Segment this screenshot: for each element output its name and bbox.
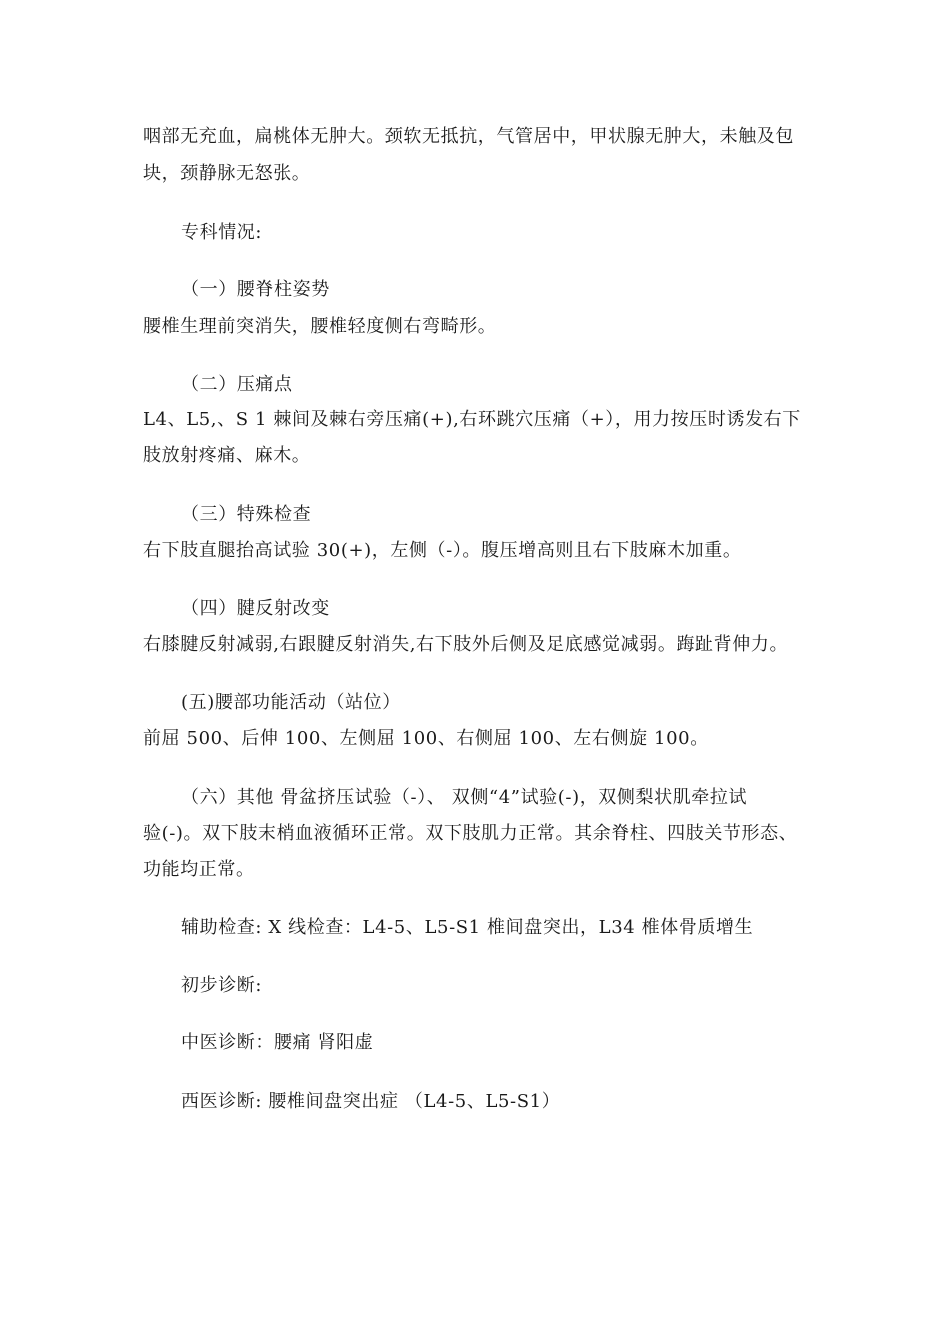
- tcm-diagnosis-line: 中医诊断：腰痛 肾阳虚: [181, 1032, 374, 1053]
- western-diagnosis-line: 西医诊断: 腰椎间盘突出症 （L4-5、L5-S1）: [181, 1091, 561, 1112]
- subsection-heading: （六）其他 骨盆挤压试验（-）、 双侧“4”试验(-)，双侧梨状肌牵拉试: [181, 787, 748, 808]
- body-text-line: 前屈 500、后伸 100、左侧屈 100、右侧屈 100、左右侧旋 100。: [143, 728, 709, 749]
- body-text-line: 功能均正常。: [143, 859, 255, 880]
- body-text-line: 右下肢直腿抬高试验 30(+)，左侧（-）。腹压增高则且右下肢麻木加重。: [143, 540, 742, 561]
- subsection-heading: (五)腰部功能活动（站位）: [181, 692, 401, 713]
- body-text-line: 咽部无充血，扁桃体无肿大。颈软无抵抗，气管居中，甲状腺无肿大，未触及包: [143, 126, 794, 147]
- subsection-heading: （四）腱反射改变: [181, 598, 330, 619]
- auxiliary-exam-line: 辅助检查: X 线检查：L4-5、L5-S1 椎间盘突出，L34 椎体骨质增生: [181, 917, 754, 938]
- body-text-line: L4、L5,、S 1 棘间及棘右旁压痛(+),右环跳穴压痛（+），用力按压时诱发右下: [143, 409, 801, 430]
- subsection-heading: （二）压痛点: [181, 374, 293, 395]
- body-text-line: 肢放射疼痛、麻木。: [143, 445, 311, 466]
- subsection-heading: （三）特殊检查: [181, 504, 312, 525]
- section-heading: 专科情况:: [181, 222, 263, 243]
- body-text-line: 块，颈静脉无怒张。: [143, 163, 311, 184]
- body-text-line: 右膝腱反射减弱,右跟腱反射消失,右下肢外后侧及足底感觉减弱。踇趾背伸力。: [143, 634, 789, 655]
- body-text-line: 腰椎生理前突消失，腰椎轻度侧右弯畸形。: [143, 316, 497, 337]
- section-heading: 初步诊断:: [181, 975, 263, 996]
- subsection-heading: （一）腰脊柱姿势: [181, 279, 330, 300]
- body-text-line: 验(-)。双下肢末梢血液循环正常。双下肢肌力正常。其余脊柱、四肢关节形态、: [143, 823, 798, 844]
